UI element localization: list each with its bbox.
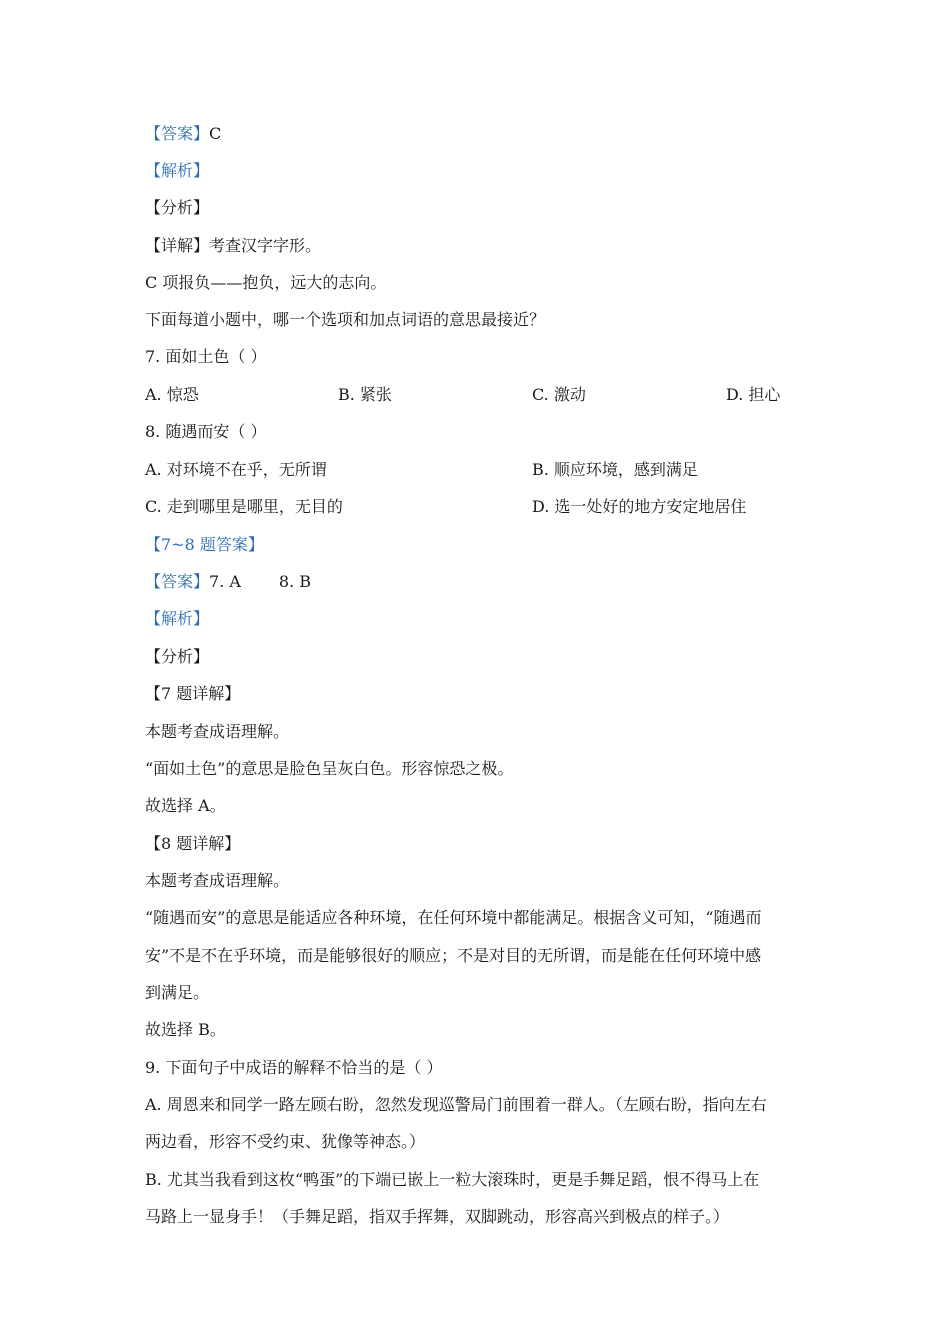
q7-detail-line: 本题考查成语理解。 xyxy=(145,722,290,741)
q9-option-a-line: A. 周恩来和同学一路左顾右盼，忽然发现巡警局门前围着一群人。（左顾右盼，指向左右 xyxy=(145,1095,767,1114)
fenxi-label: 【分析】 xyxy=(145,647,210,666)
analysis-label: 【解析】 xyxy=(145,609,210,628)
q8-option-c: C. 走到哪里是哪里，无目的 xyxy=(145,497,343,516)
fenxi-label: 【分析】 xyxy=(145,198,210,217)
q7-stem: 7. 面如土色（ ） xyxy=(145,347,267,366)
q7-detail-label: 【7 题详解】 xyxy=(145,684,241,703)
answer-7: 7. A xyxy=(209,572,241,591)
answer-label: 【答案】 xyxy=(145,572,210,591)
q7-detail-line: 故选择 A。 xyxy=(145,796,226,815)
q7-option-c: C. 激动 xyxy=(532,385,586,404)
q8-detail-line: 到满足。 xyxy=(145,983,210,1002)
q7-option-b: B. 紧张 xyxy=(338,385,392,404)
q8-option-a: A. 对环境不在乎，无所谓 xyxy=(145,460,327,479)
answer-8: 8. B xyxy=(278,572,312,591)
q7-option-d: D. 担心 xyxy=(726,385,781,404)
instruction-line: 下面每道小题中，哪一个选项和加点词语的意思最接近？ xyxy=(145,310,546,329)
q8-detail-line: 故选择 B。 xyxy=(145,1020,226,1039)
q7-detail-line: “面如土色”的意思是脸色呈灰白色。形容惊恐之极。 xyxy=(145,759,514,778)
answer-label: 【答案】 xyxy=(145,124,210,143)
q8-detail-label: 【8 题详解】 xyxy=(145,834,241,853)
q8-option-b: B. 顺应环境，感到满足 xyxy=(532,460,698,479)
q7-option-a: A. 惊恐 xyxy=(145,385,199,404)
c-note-line: C 项报负——抱负，远大的志向。 xyxy=(145,273,387,292)
q9-option-b-line: B. 尤其当我看到这枚“鸭蛋”的下端已嵌上一粒大滚珠时，更是手舞足蹈，恨不得马上在 xyxy=(145,1170,760,1189)
q9-option-a-line: 两边看，形容不受约束、犹像等神态。） xyxy=(145,1132,426,1151)
detail-line: 【详解】考查汉字字形。 xyxy=(145,236,322,255)
q8-stem: 8. 随遇而安（ ） xyxy=(145,422,267,441)
answer-value: C xyxy=(209,124,222,143)
q8-detail-line: “随遇而安”的意思是能适应各种环境，在任何环境中都能满足。根据含义可知，“随遇而 xyxy=(145,908,762,927)
answer-line xyxy=(145,124,221,144)
q9-stem: 9. 下面句子中成语的解释不恰当的是（ ） xyxy=(145,1058,443,1077)
q8-detail-line: 安”不是不在乎环境，而是能够很好的顺应；不是对目的无所谓，而是能在任何环境中感 xyxy=(145,946,762,965)
answer-line-7-8 xyxy=(145,572,311,592)
q8-detail-line: 本题考查成语理解。 xyxy=(145,871,290,890)
q8-option-d: D. 选一处好的地方安定地居住 xyxy=(532,497,747,516)
answer-heading-7-8: 【7~8 题答案】 xyxy=(145,535,264,554)
q9-option-b-line: 马路上一显身手！（手舞足蹈，指双手挥舞，双脚跳动，形容高兴到极点的样子。） xyxy=(145,1207,730,1226)
analysis-label: 【解析】 xyxy=(145,161,210,180)
